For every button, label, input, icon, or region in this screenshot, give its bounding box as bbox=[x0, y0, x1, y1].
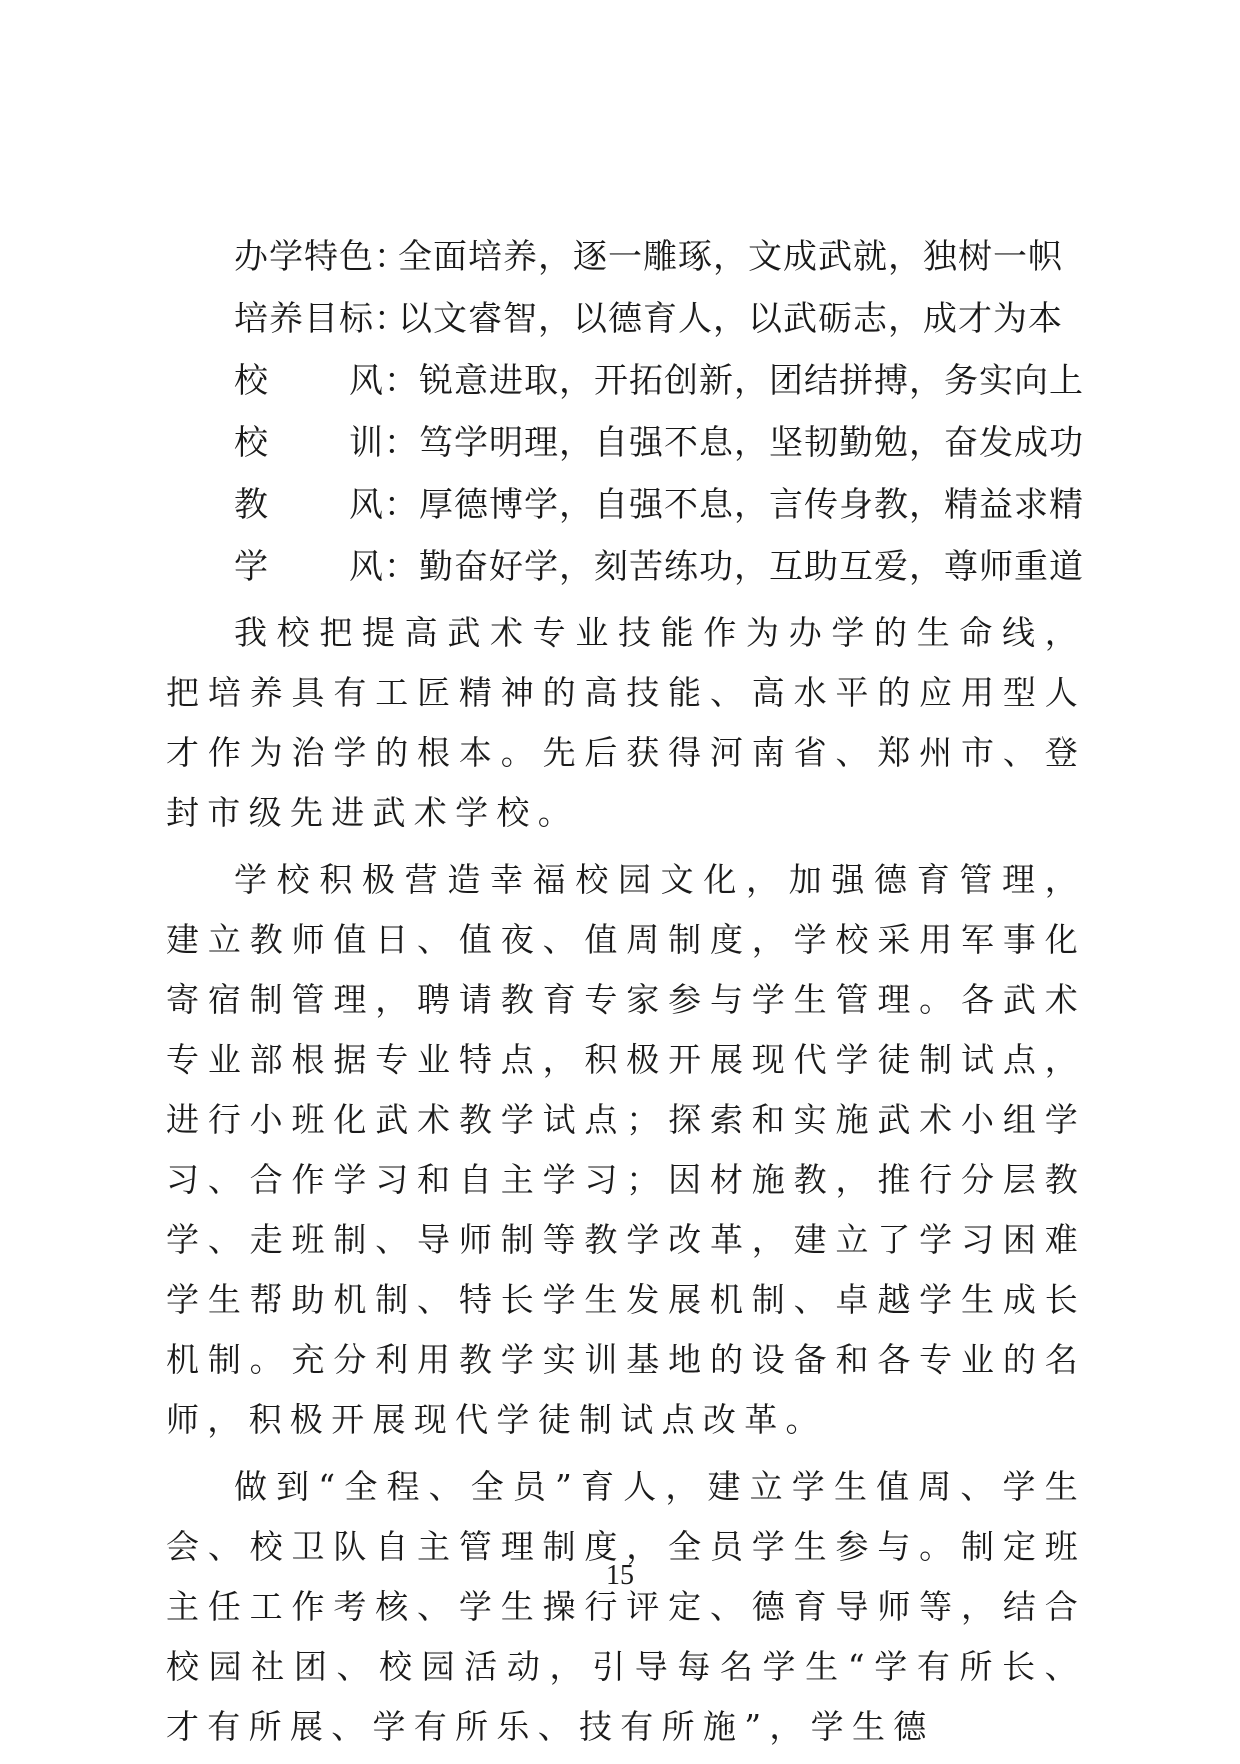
motto-text: 厚德博学，自强不息，言传身教，精益求精 bbox=[419, 485, 1084, 525]
paragraph-education: 做到“全程、全员”育人，建立学生值周、学生会、校卫队自主管理制度，全员学生参与。制定班主任工作考核、学生操行评定、德育导师等，结合校园社团、校园活动，引导每名学生“学有所长、才有所展、学有所乐、技有所施”，学生德 bbox=[166, 1467, 1086, 1746]
paragraph-skills: 我校把提高武术专业技能作为办学的生命线，把培养具有工匠精神的高技能、高水平的应用型人才作为治学的根本。先后获得河南省、郑州市、登封市级先进武术学校。 bbox=[166, 613, 1086, 832]
motto-label: 办学特色： bbox=[234, 237, 409, 277]
motto-label: 培养目标： bbox=[234, 299, 409, 339]
motto-line-school-spirit: 校 风 ：锐意进取，开拓创新，团结拼搏，务实向上 bbox=[234, 350, 1034, 412]
motto-line-teaching-style: 教 风 ：厚德博学，自强不息，言传身教，精益求精 bbox=[234, 474, 1034, 536]
motto-line-study-style: 学 风 ：勤奋好学，刻苦练功，互助互爱，尊师重道 bbox=[234, 536, 1034, 598]
motto-label: 校 训 bbox=[234, 423, 384, 463]
motto-line-school-motto: 校 训 ：笃学明理，自强不息，坚韧勤勉，奋发成功 bbox=[234, 412, 1034, 474]
motto-label: 校 风 bbox=[234, 361, 384, 401]
motto-text: 锐意进取，开拓创新，团结拼搏，务实向上 bbox=[419, 361, 1084, 401]
page-number: 15 bbox=[606, 1560, 634, 1591]
motto-line-features bbox=[234, 226, 1063, 288]
motto-label: 学 风 bbox=[234, 547, 384, 587]
motto-list bbox=[234, 226, 1084, 598]
motto-line-goals bbox=[234, 288, 1063, 350]
motto-text: 笃学明理，自强不息，坚韧勤勉，奋发成功 bbox=[419, 423, 1084, 463]
motto-label: 教 风 bbox=[234, 485, 384, 525]
motto-text: 全面培养，逐一雕琢，文成武就，独树一帜 bbox=[398, 237, 1063, 277]
motto-text: 勤奋好学，刻苦练功，互助互爱，尊师重道 bbox=[419, 547, 1084, 587]
motto-text: 以文睿智，以德育人，以武砺志，成才为本 bbox=[398, 299, 1063, 339]
paragraph-management: 学校积极营造幸福校园文化，加强德育管理，建立教师值日、值夜、值周制度，学校采用军事化寄宿制管理，聘请教育专家参与学生管理。各武术专业部根据专业特点，积极开展现代学徒制试点，进行小班化武术教学试点；探索和实施武术小组学习、合作学习和自主学习；因材施教，推行分层教学、走班制、导师制等教学改革，建立了学习困难学生帮助机制、特长学生发展机制、卓越学生成长机制。充分利用教学实训基地的设备和各专业的名师，积极开展现代学徒制试点改革。 bbox=[166, 860, 1086, 1439]
